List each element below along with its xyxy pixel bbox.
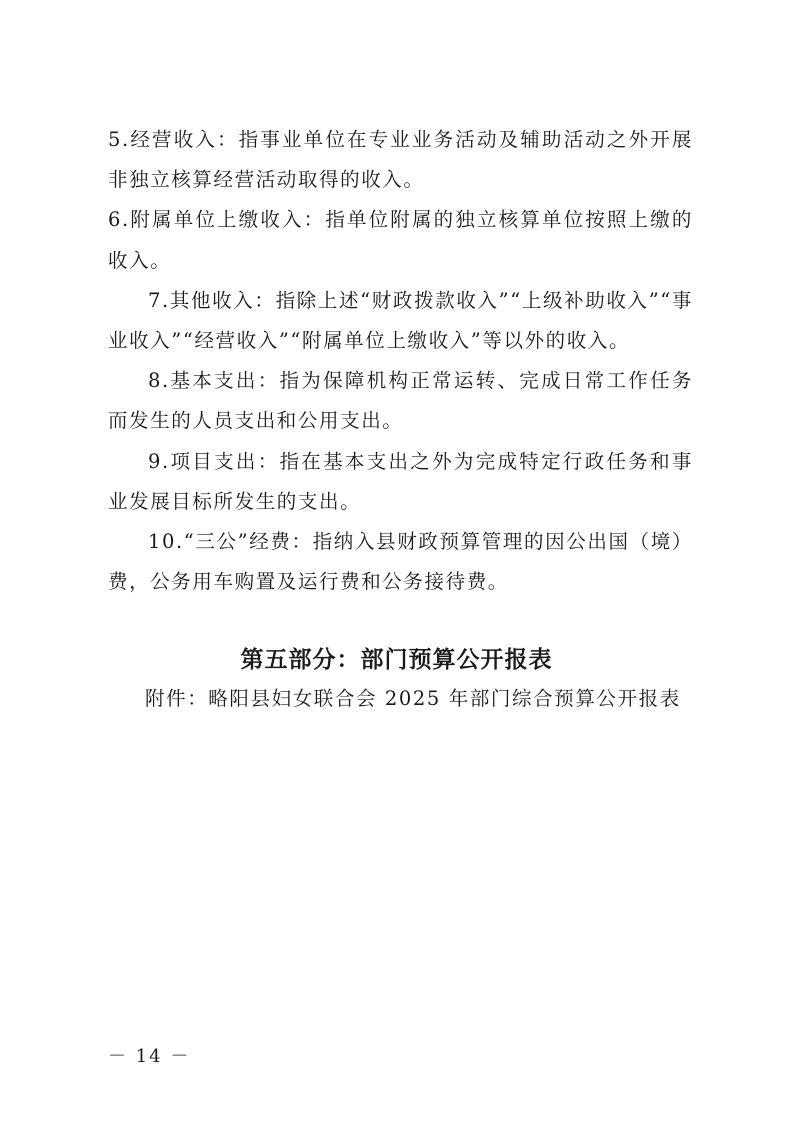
paragraph-basic-expenditure: 8.基本支出：指为保障机构正常运转、完成日常工作任务而发生的人员支出和公用支出。 xyxy=(108,369,693,433)
body-text xyxy=(108,120,693,602)
paragraph-other-income: 7.其他收入：指除上述“财政拨款收入”“上级补助收入”“事业收入”“经营收入”“附属单位上缴收入”等以外的收入。 xyxy=(108,288,693,353)
paragraph-three-public-funds: 10.“三公”经费：指纳入县财政预算管理的因公出国（境）费，公务用车购置及运行费和公务接待费。 xyxy=(108,530,693,594)
page-number: － 14 － xyxy=(108,1046,191,1067)
section-heading: 第五部分：部门预算公开报表 xyxy=(240,646,553,673)
paragraph-project-expenditure: 9.项目支出：指在基本支出之外为完成特定行政任务和事业发展目标所发生的支出。 xyxy=(108,449,693,513)
paragraph-operating-income: 5.经营收入：指事业单位在专业业务活动及辅助活动之外开展非独立核算经营活动取得的收入。 xyxy=(108,128,693,192)
paragraph-subsidiary-income: 6.附属单位上缴收入：指单位附属的独立核算单位按照上缴的收入。 xyxy=(108,208,693,272)
attachment-line: 附件：略阳县妇女联合会 2025 年部门综合预算公开报表 xyxy=(145,687,681,710)
